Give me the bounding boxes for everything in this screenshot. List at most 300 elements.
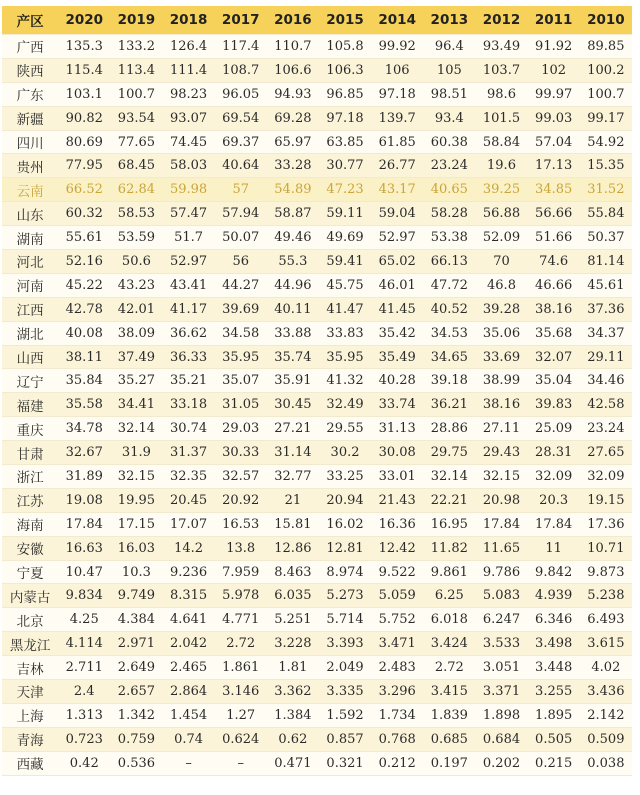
value-cell: 58.53 [110, 202, 162, 226]
value-cell: 3.498 [528, 632, 580, 656]
value-cell: 43.23 [110, 273, 162, 297]
value-cell: 4.384 [110, 608, 162, 632]
table-body [2, 35, 632, 776]
value-cell: 99.97 [528, 82, 580, 106]
value-cell: 35.21 [162, 369, 214, 393]
value-cell: 35.06 [475, 321, 527, 345]
value-cell: 59.04 [371, 202, 423, 226]
value-cell: 59.98 [162, 178, 214, 202]
table-row [2, 536, 632, 560]
value-cell: 39.83 [528, 393, 580, 417]
value-cell: 3.335 [319, 680, 371, 704]
value-cell: 38.09 [110, 321, 162, 345]
value-cell: 105.8 [319, 35, 371, 59]
value-cell: 57.47 [162, 202, 214, 226]
value-cell: 9.236 [162, 560, 214, 584]
value-cell: 111.4 [162, 58, 214, 82]
value-cell: 31.52 [580, 178, 632, 202]
value-cell: 35.42 [371, 321, 423, 345]
value-cell: – [215, 751, 267, 775]
value-cell: 135.3 [58, 35, 110, 59]
value-cell: 9.861 [423, 560, 475, 584]
value-cell: 32.57 [215, 465, 267, 489]
value-cell: 2.042 [162, 632, 214, 656]
value-cell: 27.65 [580, 441, 632, 465]
value-cell: 0.202 [475, 751, 527, 775]
value-cell: 19.6 [475, 154, 527, 178]
value-cell: 80.69 [58, 130, 110, 154]
value-cell: 65.97 [267, 130, 319, 154]
value-cell: 31.9 [110, 441, 162, 465]
value-cell: 41.17 [162, 297, 214, 321]
value-cell: 106 [371, 58, 423, 82]
value-cell: 51.7 [162, 226, 214, 250]
value-cell: 9.842 [528, 560, 580, 584]
region-cell: 辽宁 [2, 369, 58, 393]
value-cell: 32.77 [267, 465, 319, 489]
region-cell: 海南 [2, 512, 58, 536]
value-cell: 103.7 [475, 58, 527, 82]
value-cell: 5.273 [319, 584, 371, 608]
column-header-year: 2012 [475, 6, 527, 35]
value-cell: 3.615 [580, 632, 632, 656]
value-cell: 60.32 [58, 202, 110, 226]
value-cell: 3.228 [267, 632, 319, 656]
value-cell: 77.65 [110, 130, 162, 154]
table-row [2, 106, 632, 130]
value-cell: 2.711 [58, 656, 110, 680]
region-cell: 云南 [2, 178, 58, 202]
value-cell: 2.657 [110, 680, 162, 704]
value-cell: 43.41 [162, 273, 214, 297]
data-table-container [2, 6, 632, 776]
value-cell: 50.37 [580, 226, 632, 250]
value-cell: 55.61 [58, 226, 110, 250]
value-cell: 36.62 [162, 321, 214, 345]
table-row [2, 512, 632, 536]
value-cell: 117.4 [215, 35, 267, 59]
value-cell: 2.4 [58, 680, 110, 704]
value-cell: 0.759 [110, 727, 162, 751]
value-cell: 101.5 [475, 106, 527, 130]
region-cell: 上海 [2, 703, 58, 727]
value-cell: 54.92 [580, 130, 632, 154]
value-cell: 31.14 [267, 441, 319, 465]
value-cell: 32.09 [580, 465, 632, 489]
value-cell: 3.146 [215, 680, 267, 704]
region-cell: 贵州 [2, 154, 58, 178]
value-cell: 99.17 [580, 106, 632, 130]
value-cell: 91.92 [528, 35, 580, 59]
value-cell: 59.41 [319, 250, 371, 274]
value-cell: 8.463 [267, 560, 319, 584]
value-cell: 17.84 [528, 512, 580, 536]
value-cell: 0.723 [58, 727, 110, 751]
value-cell: 2.465 [162, 656, 214, 680]
value-cell: 37.36 [580, 297, 632, 321]
value-cell: 97.18 [371, 82, 423, 106]
value-cell: 29.75 [423, 441, 475, 465]
value-cell: 34.37 [580, 321, 632, 345]
value-cell: 33.69 [475, 345, 527, 369]
value-cell: 66.52 [58, 178, 110, 202]
value-cell: 45.61 [580, 273, 632, 297]
value-cell: 20.94 [319, 488, 371, 512]
value-cell: 55.3 [267, 250, 319, 274]
value-cell: 96.05 [215, 82, 267, 106]
value-cell: 93.54 [110, 106, 162, 130]
value-cell: 6.493 [580, 608, 632, 632]
value-cell: 7.959 [215, 560, 267, 584]
value-cell: 98.6 [475, 82, 527, 106]
table-row [2, 560, 632, 584]
value-cell: 0.212 [371, 751, 423, 775]
region-cell: 青海 [2, 727, 58, 751]
value-cell: 3.436 [580, 680, 632, 704]
value-cell: 0.857 [319, 727, 371, 751]
value-cell: 40.28 [371, 369, 423, 393]
value-cell: 31.89 [58, 465, 110, 489]
value-cell: 16.02 [319, 512, 371, 536]
value-cell: 45.75 [319, 273, 371, 297]
value-cell: 0.321 [319, 751, 371, 775]
table-row [2, 369, 632, 393]
value-cell: 47.72 [423, 273, 475, 297]
value-cell: 36.33 [162, 345, 214, 369]
value-cell: 32.14 [110, 417, 162, 441]
value-cell: 34.58 [215, 321, 267, 345]
region-cell: 河南 [2, 273, 58, 297]
value-cell: 20.98 [475, 488, 527, 512]
value-cell: 3.051 [475, 656, 527, 680]
region-cell: 四川 [2, 130, 58, 154]
value-cell: 9.786 [475, 560, 527, 584]
value-cell: 56 [215, 250, 267, 274]
table-row [2, 178, 632, 202]
value-cell: 55.84 [580, 202, 632, 226]
value-cell: 100.2 [580, 58, 632, 82]
value-cell: 35.04 [528, 369, 580, 393]
value-cell: 93.49 [475, 35, 527, 59]
value-cell: 70 [475, 250, 527, 274]
value-cell: 2.72 [423, 656, 475, 680]
value-cell: 35.49 [371, 345, 423, 369]
region-cell: 黑龙江 [2, 632, 58, 656]
value-cell: 4.02 [580, 656, 632, 680]
region-cell: 吉林 [2, 656, 58, 680]
value-cell: 0.74 [162, 727, 214, 751]
value-cell: 22.21 [423, 488, 475, 512]
value-cell: 57 [215, 178, 267, 202]
value-cell: 33.25 [319, 465, 371, 489]
value-cell: 39.25 [475, 178, 527, 202]
value-cell: 34.85 [528, 178, 580, 202]
value-cell: 12.81 [319, 536, 371, 560]
table-row [2, 58, 632, 82]
table-row [2, 273, 632, 297]
value-cell: 35.91 [267, 369, 319, 393]
value-cell: 3.471 [371, 632, 423, 656]
value-cell: 3.393 [319, 632, 371, 656]
value-cell: 32.35 [162, 465, 214, 489]
value-cell: 30.77 [319, 154, 371, 178]
value-cell: 31.37 [162, 441, 214, 465]
column-header-year: 2013 [423, 6, 475, 35]
value-cell: 0.684 [475, 727, 527, 751]
table-row [2, 632, 632, 656]
column-header-region: 产区 [2, 6, 58, 35]
value-cell: 19.08 [58, 488, 110, 512]
value-cell: 58.84 [475, 130, 527, 154]
value-cell: 99.92 [371, 35, 423, 59]
value-cell: 36.21 [423, 393, 475, 417]
value-cell: 39.18 [423, 369, 475, 393]
table-row [2, 608, 632, 632]
value-cell: 2.72 [215, 632, 267, 656]
value-cell: 9.834 [58, 584, 110, 608]
value-cell: 31.13 [371, 417, 423, 441]
value-cell: 4.641 [162, 608, 214, 632]
column-header-year: 2014 [371, 6, 423, 35]
value-cell: 46.66 [528, 273, 580, 297]
value-cell: 99.03 [528, 106, 580, 130]
value-cell: 6.035 [267, 584, 319, 608]
value-cell: 1.898 [475, 703, 527, 727]
value-cell: 98.23 [162, 82, 214, 106]
value-cell: 115.4 [58, 58, 110, 82]
value-cell: 30.2 [319, 441, 371, 465]
production-table [2, 6, 632, 776]
value-cell: 35.74 [267, 345, 319, 369]
value-cell: 38.99 [475, 369, 527, 393]
value-cell: 19.15 [580, 488, 632, 512]
value-cell: 17.84 [475, 512, 527, 536]
value-cell: 52.97 [371, 226, 423, 250]
value-cell: 2.049 [319, 656, 371, 680]
value-cell: 6.25 [423, 584, 475, 608]
value-cell: 69.28 [267, 106, 319, 130]
value-cell: 103.1 [58, 82, 110, 106]
value-cell: 44.96 [267, 273, 319, 297]
table-row [2, 297, 632, 321]
value-cell: 29.03 [215, 417, 267, 441]
value-cell: 19.95 [110, 488, 162, 512]
value-cell: 30.74 [162, 417, 214, 441]
value-cell: 11.65 [475, 536, 527, 560]
value-cell: 32.15 [475, 465, 527, 489]
value-cell: 39.28 [475, 297, 527, 321]
value-cell: 106.3 [319, 58, 371, 82]
value-cell: 0.768 [371, 727, 423, 751]
column-header-year: 2020 [58, 6, 110, 35]
value-cell: 52.97 [162, 250, 214, 274]
region-cell: 浙江 [2, 465, 58, 489]
value-cell: 35.27 [110, 369, 162, 393]
value-cell: 35.95 [319, 345, 371, 369]
value-cell: 1.81 [267, 656, 319, 680]
value-cell: 32.09 [528, 465, 580, 489]
value-cell: 34.78 [58, 417, 110, 441]
value-cell: 8.974 [319, 560, 371, 584]
value-cell: 106.6 [267, 58, 319, 82]
value-cell: 69.37 [215, 130, 267, 154]
region-cell: 江西 [2, 297, 58, 321]
value-cell: 40.11 [267, 297, 319, 321]
table-row [2, 680, 632, 704]
value-cell: 37.49 [110, 345, 162, 369]
value-cell: 53.38 [423, 226, 475, 250]
value-cell: 2.142 [580, 703, 632, 727]
value-cell: 0.197 [423, 751, 475, 775]
value-cell: 3.448 [528, 656, 580, 680]
value-cell: 1.313 [58, 703, 110, 727]
value-cell: 17.15 [110, 512, 162, 536]
value-cell: 5.059 [371, 584, 423, 608]
region-cell: 西藏 [2, 751, 58, 775]
region-cell: 山东 [2, 202, 58, 226]
value-cell: 20.45 [162, 488, 214, 512]
value-cell: 12.42 [371, 536, 423, 560]
value-cell: 62.84 [110, 178, 162, 202]
value-cell: 42.58 [580, 393, 632, 417]
value-cell: 33.74 [371, 393, 423, 417]
value-cell: 33.18 [162, 393, 214, 417]
value-cell: 5.978 [215, 584, 267, 608]
value-cell: 43.17 [371, 178, 423, 202]
value-cell: 0.624 [215, 727, 267, 751]
value-cell: 52.16 [58, 250, 110, 274]
value-cell: 32.67 [58, 441, 110, 465]
value-cell: 65.02 [371, 250, 423, 274]
value-cell: 35.58 [58, 393, 110, 417]
value-cell: 77.95 [58, 154, 110, 178]
value-cell: 40.65 [423, 178, 475, 202]
value-cell: 1.27 [215, 703, 267, 727]
value-cell: 15.35 [580, 154, 632, 178]
value-cell: 3.424 [423, 632, 475, 656]
value-cell: 102 [528, 58, 580, 82]
value-cell: 81.14 [580, 250, 632, 274]
value-cell: 68.45 [110, 154, 162, 178]
value-cell: 38.16 [475, 393, 527, 417]
value-cell: 9.873 [580, 560, 632, 584]
region-cell: 宁夏 [2, 560, 58, 584]
value-cell: 61.85 [371, 130, 423, 154]
value-cell: 28.31 [528, 441, 580, 465]
table-row [2, 417, 632, 441]
value-cell: 4.25 [58, 608, 110, 632]
value-cell: 2.649 [110, 656, 162, 680]
column-header-year: 2016 [267, 6, 319, 35]
value-cell: 42.78 [58, 297, 110, 321]
value-cell: 50.07 [215, 226, 267, 250]
table-row [2, 441, 632, 465]
value-cell: 52.09 [475, 226, 527, 250]
value-cell: 110.7 [267, 35, 319, 59]
value-cell: 35.84 [58, 369, 110, 393]
value-cell: 16.36 [371, 512, 423, 536]
value-cell: 5.083 [475, 584, 527, 608]
value-cell: 63.85 [319, 130, 371, 154]
value-cell: 0.42 [58, 751, 110, 775]
table-row [2, 345, 632, 369]
value-cell: 1.342 [110, 703, 162, 727]
value-cell: 32.14 [423, 465, 475, 489]
value-cell: 50.6 [110, 250, 162, 274]
value-cell: 29.55 [319, 417, 371, 441]
value-cell: 38.16 [528, 297, 580, 321]
value-cell: 58.87 [267, 202, 319, 226]
value-cell: 97.18 [319, 106, 371, 130]
value-cell: 17.84 [58, 512, 110, 536]
value-cell: 16.95 [423, 512, 475, 536]
value-cell: 1.861 [215, 656, 267, 680]
value-cell: 1.734 [371, 703, 423, 727]
value-cell: 34.46 [580, 369, 632, 393]
table-row [2, 656, 632, 680]
header-row [2, 6, 632, 35]
value-cell: 32.49 [319, 393, 371, 417]
value-cell: 3.362 [267, 680, 319, 704]
value-cell: 69.54 [215, 106, 267, 130]
value-cell: 53.59 [110, 226, 162, 250]
value-cell: 23.24 [580, 417, 632, 441]
value-cell: 10.3 [110, 560, 162, 584]
value-cell: 21.43 [371, 488, 423, 512]
value-cell: 35.07 [215, 369, 267, 393]
value-cell: 29.11 [580, 345, 632, 369]
value-cell: 5.251 [267, 608, 319, 632]
value-cell: 3.255 [528, 680, 580, 704]
value-cell: 66.13 [423, 250, 475, 274]
value-cell: 12.86 [267, 536, 319, 560]
table-row [2, 465, 632, 489]
value-cell: 40.64 [215, 154, 267, 178]
region-cell: 江苏 [2, 488, 58, 512]
region-cell: 陕西 [2, 58, 58, 82]
value-cell: 60.38 [423, 130, 475, 154]
value-cell: 41.32 [319, 369, 371, 393]
value-cell: 33.01 [371, 465, 423, 489]
table-row [2, 488, 632, 512]
value-cell: 11.82 [423, 536, 475, 560]
value-cell: 3.296 [371, 680, 423, 704]
region-cell: 北京 [2, 608, 58, 632]
value-cell: 40.52 [423, 297, 475, 321]
value-cell: 9.749 [110, 584, 162, 608]
value-cell: 16.53 [215, 512, 267, 536]
value-cell: 23.24 [423, 154, 475, 178]
value-cell: 11 [528, 536, 580, 560]
value-cell: 100.7 [110, 82, 162, 106]
column-header-year: 2018 [162, 6, 214, 35]
value-cell: 96.4 [423, 35, 475, 59]
value-cell: 4.114 [58, 632, 110, 656]
value-cell: 1.895 [528, 703, 580, 727]
value-cell: 35.68 [528, 321, 580, 345]
table-row [2, 393, 632, 417]
value-cell: 6.018 [423, 608, 475, 632]
value-cell: 26.77 [371, 154, 423, 178]
value-cell: 20.92 [215, 488, 267, 512]
region-cell: 安徽 [2, 536, 58, 560]
value-cell: 13.8 [215, 536, 267, 560]
value-cell: 30.45 [267, 393, 319, 417]
value-cell: 59.11 [319, 202, 371, 226]
value-cell: 33.88 [267, 321, 319, 345]
value-cell: 0.471 [267, 751, 319, 775]
value-cell: 34.53 [423, 321, 475, 345]
